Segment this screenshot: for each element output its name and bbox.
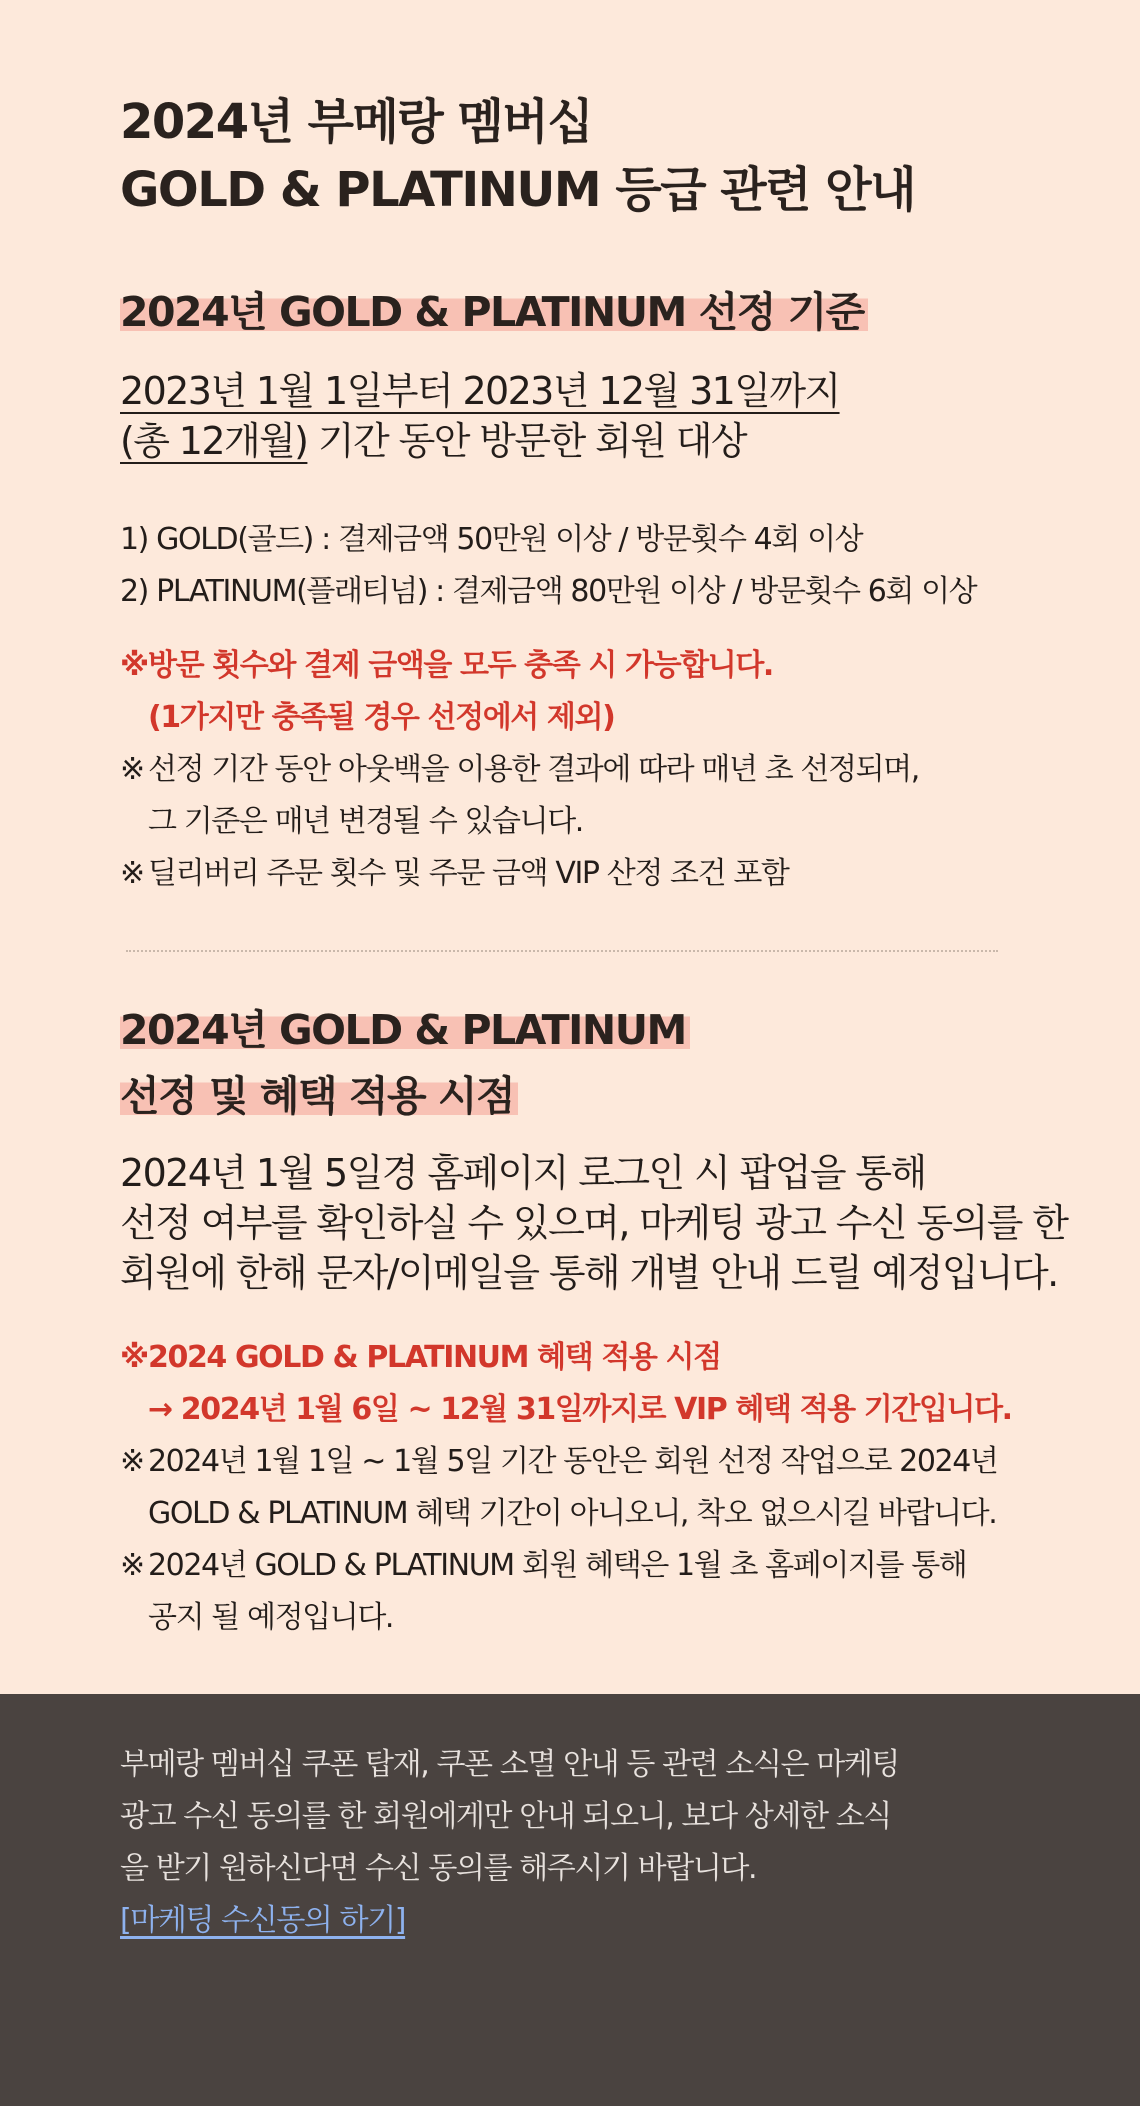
- section1-target: 기간 동안 방문한 회원 대상: [307, 419, 747, 463]
- footer-text: 부메랑 멤버십 쿠폰 탑재, 쿠폰 소멸 안내 등 관련 소식은 마케팅 광고 수신 동의를 한 회원에게만 안내 되오니, 보다 상세한 소식 을 받기 원하신다면 수신 동의를 해주시기 바랍니다.: [120, 1747, 899, 1886]
- section1-note-selection: ※ 선정 기간 동안 아웃백을 이용한 결과에 따라 매년 초 선정되며, 그 기준은 매년 변경될 수 있습니다.: [120, 752, 919, 839]
- section1-period-total: (총 12개월): [120, 419, 308, 463]
- section2-note-announcement: ※ 2024년 GOLD & PLATINUM 회원 혜택은 1월 초 홈페이지를 통해 공지 될 예정입니다.: [120, 1548, 967, 1635]
- footer: [0, 1694, 1140, 2106]
- section1-note-delivery: ※ 딜리버리 주문 횟수 및 주문 금액 VIP 산정 조건 포함: [120, 856, 789, 891]
- page-title-line1: 2024년 부메랑 멤버십: [120, 94, 593, 150]
- section2-note-selection-work: ※ 2024년 1월 1일 ~ 1월 5일 기간 동안은 회원 선정 작업으로 2024년 GOLD & PLATINUM 혜택 기간이 아니오니, 착오 없으시길 바랍니다.: [120, 1444, 998, 1531]
- section1-note-required: ※방문 횟수와 결제 금액을 모두 충족 시 가능합니다. (1가지만 충족될 경우 선정에서 제외): [120, 648, 773, 735]
- section2-note-benefit-period: ※2024 GOLD & PLATINUM 혜택 적용 시점 → 2024년 1월 6일 ~ 12월 31일까지로 VIP 혜택 적용 기간입니다.: [120, 1340, 1012, 1427]
- section1-lead: [120, 366, 840, 466]
- page-title-line2: GOLD & PLATINUM 등급 관련 안내: [120, 162, 915, 218]
- page-title: [120, 88, 915, 224]
- marketing-consent-link[interactable]: [마케팅 수신동의 하기]: [120, 1903, 406, 1938]
- criteria-platinum: 2) PLATINUM(플래티넘) : 결제금액 80만원 이상 / 방문횟수 6회 이상: [120, 574, 977, 609]
- criteria-gold: 1) GOLD(골드) : 결제금액 50만원 이상 / 방문횟수 4회 이상: [120, 522, 863, 557]
- section1-period: 2023년 1월 1일부터 2023년 12월 31일까지: [120, 369, 840, 413]
- section2-heading: 2024년 GOLD & PLATINUM 선정 및 혜택 적용 시점: [120, 1004, 690, 1122]
- section2-lead: 2024년 1월 5일경 홈페이지 로그인 시 팝업을 통해 선정 여부를 확인하실 수 있으며, 마케팅 광고 수신 동의를 한 회원에 한해 문자/이메일을 통해 개별 안내 드릴 예정입니다.: [120, 1151, 1068, 1295]
- section-divider: [126, 950, 998, 952]
- section1-heading: 2024년 GOLD & PLATINUM 선정 기준: [120, 286, 868, 338]
